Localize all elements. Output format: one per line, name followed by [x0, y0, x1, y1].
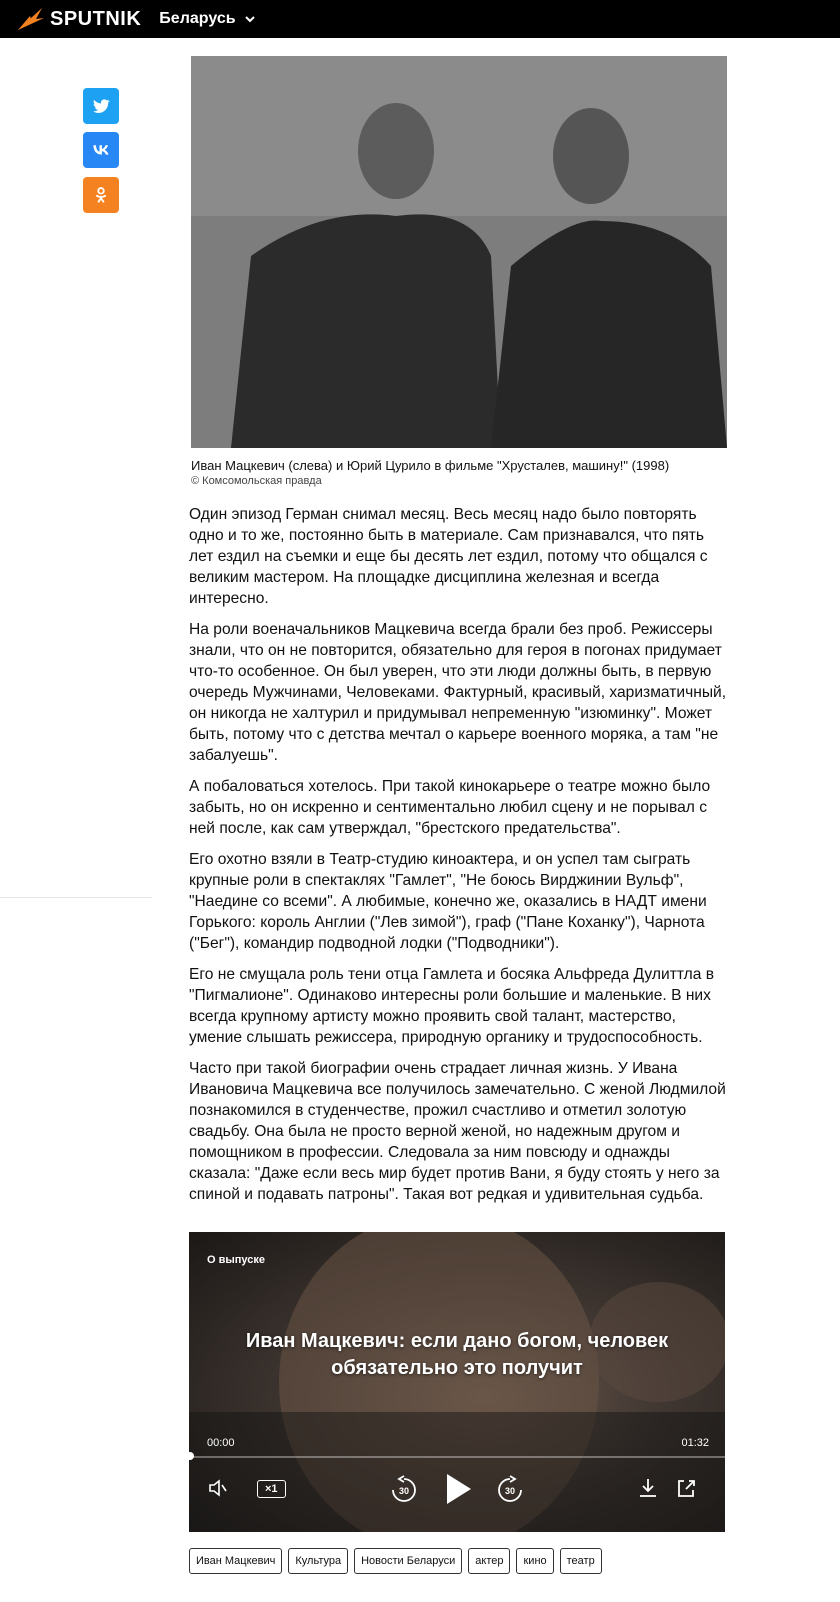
tag-list	[189, 1548, 602, 1574]
logo-text: SPUTNIK	[50, 7, 142, 30]
chevron-down-icon	[244, 13, 256, 25]
speed-label: ×1	[257, 1480, 286, 1498]
twitter-icon	[91, 96, 111, 116]
forward-seconds: 30	[504, 1486, 516, 1496]
total-time: 01:32	[681, 1437, 709, 1449]
region-label: Беларусь	[159, 10, 236, 27]
download-button[interactable]	[637, 1477, 659, 1499]
share-vk-button[interactable]	[83, 132, 119, 168]
site-logo[interactable]	[16, 6, 141, 32]
article-paragraph: Один эпизод Герман снимал месяц. Весь месяц надо было повторять одно и то же, постоянно быть в материале. Сам признавался, что пять лет ездил на съемки и еще бы десять лет ездил, потому что общался с великим мастером. На площадке дисциплина железная и всегда интересно.	[189, 506, 708, 607]
tag[interactable]: Новости Беларуси	[354, 1548, 462, 1574]
progress-bar[interactable]	[189, 1456, 725, 1458]
mute-button[interactable]	[207, 1477, 229, 1499]
share-ok-button[interactable]	[83, 177, 119, 213]
article-paragraph: Его не смущала роль тени отца Гамлета и босяка Альфреда Дулиттла в "Пигмалионе". Одинаково интересны роли большие и маленькие. В них всегда крупному артисту можно проявить свой талант, мастерство, умение слышать режиссера, природную органику и трудоспособность.	[189, 966, 715, 1046]
ok-icon	[91, 185, 111, 205]
article-body	[189, 504, 729, 1215]
article-paragraph: А побаловаться хотелось. При такой кинокарьере о театре можно было забыть, но он искренно и сентиментально любил сцену и не порывал с ней после, как сам утверждал, "брестского предательства".	[189, 778, 711, 837]
vk-icon	[91, 140, 111, 160]
forward-button[interactable]	[495, 1475, 525, 1505]
tag[interactable]: актер	[468, 1548, 510, 1574]
video-player[interactable]	[189, 1232, 725, 1532]
article-paragraph: На роли военачальников Мацкевича всегда брали без проб. Режиссеры знали, что он не повторится, обязательно для героя в погонах придумает что-то особенное. Он был уверен, что эти люди должны быть, в первую очередь Мужчинами, Человеками. Фактурный, красивый, харизматичный, он никогда не халтурил и придумывал непременную "изюминку". Может быть, потому что с детства мечтал о карьере военного моряка, а там "не забалуешь".	[189, 621, 727, 764]
play-button[interactable]	[443, 1472, 473, 1506]
speaker-icon	[207, 1477, 229, 1499]
play-icon	[443, 1472, 473, 1506]
share-twitter-button[interactable]	[83, 88, 119, 124]
download-icon	[637, 1477, 659, 1499]
photo-caption: Иван Мацкевич (слева) и Юрий Цурило в фильме "Хрусталев, машину!" (1998)	[191, 458, 670, 473]
article-photo	[191, 56, 727, 448]
article-paragraph: Часто при такой биографии очень страдает личная жизнь. У Ивана Ивановича Мацкевича все получилось замечательно. С женой Людмилой познакомился в студенчестве, прожил счастливо и отметил золотую свадьбу. Она была не просто верной женой, но надежным другом и помощником в профессии. Следовала за ним повсюду и однажды сказала: "Даже если весь мир будет против Вани, я буду стоять у него за спиной и подавать патроны". Такая вот редкая и удивительная судьба.	[189, 1060, 726, 1203]
rewind-seconds: 30	[398, 1486, 410, 1496]
photo-credit: © Комсомольская правда	[191, 475, 322, 487]
rewind-30-icon	[389, 1475, 419, 1505]
forward-30-icon	[495, 1475, 525, 1505]
share-icon	[675, 1477, 697, 1499]
tag[interactable]: Иван Мацкевич	[189, 1548, 282, 1574]
article-paragraph: Его охотно взяли в Театр-студию киноактера, и он успел там сыграть крупные роли в спектаклях "Гамлет", "Не боюсь Вирджинии Вульф", "Наедине со всеми". А любимые, конечно же, оказались в НАДТ имени Горького: король Англии ("Лев зимой"), граф ("Пане Коханку"), Чарнота ("Бег"), командир подводной лодки ("Подводники").	[189, 851, 707, 952]
tag[interactable]: театр	[560, 1548, 602, 1574]
site-header	[0, 0, 840, 38]
rewind-button[interactable]	[389, 1475, 419, 1505]
sputnik-logo-icon	[16, 6, 46, 32]
tag[interactable]: Культура	[288, 1548, 348, 1574]
speed-button[interactable]	[257, 1480, 286, 1498]
episode-info-label[interactable]: О выпуске	[207, 1254, 265, 1266]
photo-image	[191, 56, 727, 448]
divider	[0, 897, 152, 898]
current-time: 00:00	[207, 1437, 235, 1449]
region-selector[interactable]	[159, 10, 255, 28]
video-title: Иван Мацкевич: если дано богом, человек обязательно это получит	[245, 1330, 669, 1379]
share-video-button[interactable]	[675, 1477, 697, 1499]
tag[interactable]: кино	[516, 1548, 553, 1574]
